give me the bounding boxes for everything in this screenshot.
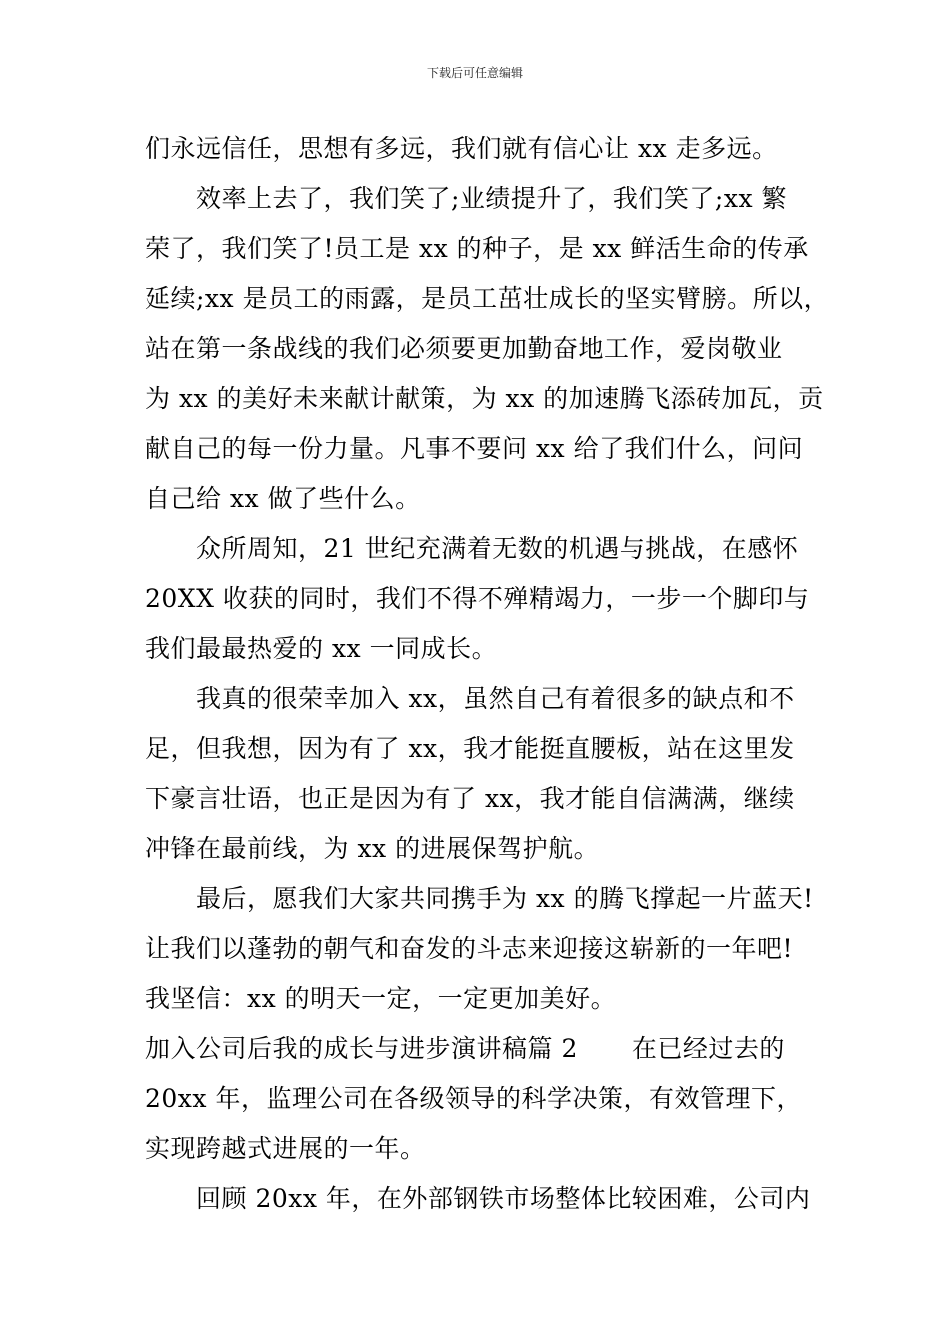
paragraph-first-line: 众所周知，21 世纪充满着无数的机遇与挑战，在感怀	[196, 534, 799, 563]
text-line: 20XX 收获的同时，我们不得不殚精竭力，一步一个脚印与	[145, 584, 810, 613]
text-line: 自己给 xx 做了些什么。	[145, 484, 421, 513]
page-header-note: 下载后可任意编辑	[426, 66, 523, 80]
text-line: 我坚信：xx 的明天一定，一定更加美好。	[145, 984, 617, 1013]
text-line: 20xx 年，监理公司在各级领导的科学决策，有效管理下，	[145, 1084, 802, 1113]
text-line: 荣了，我们笑了!员工是 xx 的种子，是 xx 鲜活生命的传承	[145, 234, 809, 263]
text-line: 献自己的每一份力量。凡事不要问 xx 给了我们什么，问问	[145, 434, 804, 463]
text-line: 冲锋在最前线，为 xx 的进展保驾护航。	[145, 834, 600, 863]
document-body	[145, 124, 830, 1224]
text-line: 我们最最热爱的 xx 一同成长。	[145, 634, 498, 663]
paragraph-first-line: 我真的很荣幸加入 xx，虽然自己有着很多的缺点和不	[196, 684, 795, 713]
paragraph-first-line: 效率上去了，我们笑了;业绩提升了，我们笑了;xx 繁	[196, 184, 787, 213]
text-line: 足，但我想，因为有了 xx，我才能挺直腰板，站在这里发	[145, 734, 795, 763]
text-line: 们永远信任，思想有多远，我们就有信心让 xx 走多远。	[145, 134, 778, 163]
paragraph-first-line: 最后，愿我们大家共同携手为 xx 的腾飞撑起一片蓝天!	[196, 884, 814, 913]
text-line: 为 xx 的美好未来献计献策，为 xx 的加速腾飞添砖加瓦，贡	[145, 384, 824, 413]
paragraph-first-line: 回顾 20xx 年，在外部钢铁市场整体比较困难，公司内	[196, 1184, 811, 1213]
text-line: 下豪言壮语，也正是因为有了 xx，我才能自信满满，继续	[145, 784, 795, 813]
section-first-text: 在已经过去的	[631, 1034, 785, 1063]
text-line: 站在第一条战线的我们必须要更加勤奋地工作，爱岗敬业	[145, 334, 783, 363]
section-title: 加入公司后我的成长与进步演讲稿篇 2	[145, 1034, 578, 1063]
text-line: 让我们以蓬勃的朝气和奋发的斗志来迎接这崭新的一年吧!	[145, 934, 794, 963]
section-heading-line	[145, 1024, 825, 1074]
text-line: 实现跨越式进展的一年。	[145, 1134, 426, 1163]
text-line: 延续;xx 是员工的雨露，是员工茁壮成长的坚实臂膀。所以，	[145, 284, 830, 313]
